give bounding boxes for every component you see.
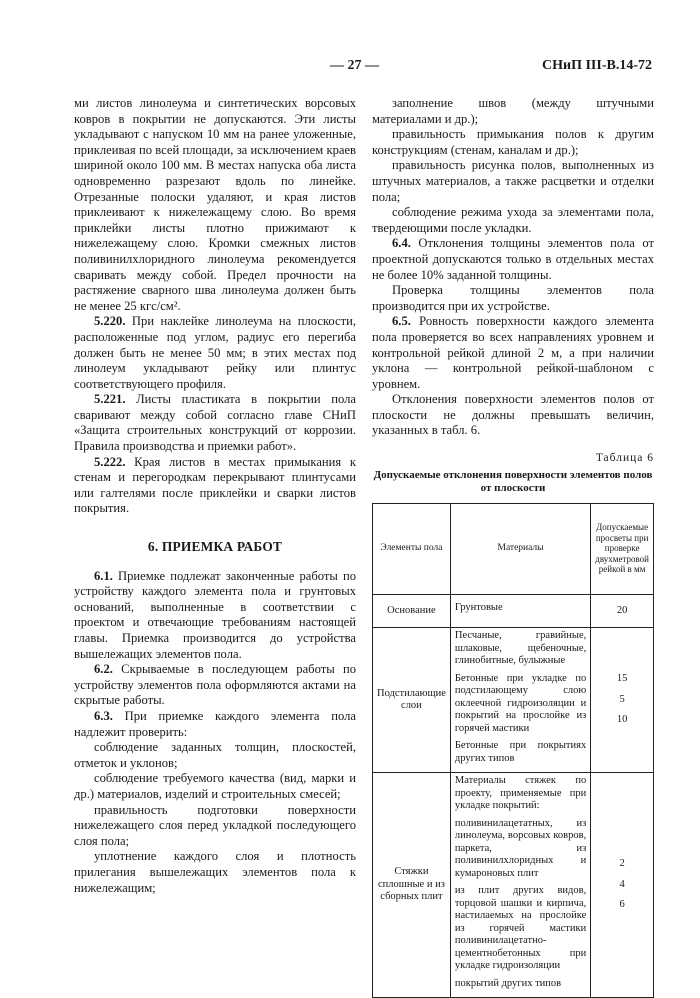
tolerance-value: 6 bbox=[619, 899, 625, 911]
paragraph-text: соблюдение заданных толщин, плоскостей, отметок и уклонов; bbox=[74, 740, 356, 770]
paragraph bbox=[372, 314, 654, 392]
paragraph-text: Края листов в местах примыкания к стенам и перегородкам перекрывают плинтусами или галтелями после приклейки и сварки листов покрытия. bbox=[74, 454, 356, 516]
clause-number: 6.4. bbox=[392, 236, 411, 251]
header-tolerance: Допускаемые просветы при проверке двухметровой рейкой в мм bbox=[591, 503, 654, 594]
tolerance-table bbox=[372, 503, 654, 998]
paragraph bbox=[74, 314, 356, 392]
paragraph bbox=[372, 392, 654, 439]
paragraph-text: Скрываемые в последующем работы по устройству элементов пола оформляются актами на скрытые работы. bbox=[74, 662, 356, 708]
left-column bbox=[74, 96, 356, 896]
paragraph bbox=[74, 455, 356, 517]
element-cell: Подстилающие слои bbox=[373, 628, 451, 773]
paragraph bbox=[74, 392, 356, 454]
table-row bbox=[373, 594, 654, 628]
paragraph-text: Проверка толщины элементов пола производится при их устройстве. bbox=[372, 283, 654, 313]
paragraph-text: Отклонения толщины элементов пола от проектной допускаются только в отдельных местах не более 10% заданной толщины. bbox=[372, 236, 654, 282]
element-cell: Основание bbox=[373, 594, 451, 628]
paragraph bbox=[372, 283, 654, 314]
paragraph-text: Приемке подлежат законченные работы по устройству каждого элемента пола и грунтовых оснований, выполненные в соответствии с проектом и отвечающие требованиям настоящей главы. Приемка производится до устройства вышележащих элементов пола. bbox=[74, 568, 356, 661]
paragraph bbox=[372, 205, 654, 236]
clause-number: 6.1. bbox=[94, 568, 113, 583]
material-entry: Бетонные при покрытиях других типов bbox=[454, 740, 587, 764]
paragraph bbox=[74, 849, 356, 896]
paragraph-text: правильность рисунка полов, выполненных из штучных материалов, а также расцветки и отделки пола; bbox=[372, 158, 654, 204]
paragraph-text: правильность подготовки поверхности нижележащего слоя перед укладкой последующего слоя пола; bbox=[74, 802, 356, 848]
table-caption: Допускаемые отклонения поверхности элементов полов от плоскости bbox=[373, 468, 653, 494]
table-row bbox=[373, 628, 654, 773]
paragraph bbox=[74, 803, 356, 850]
paragraph bbox=[372, 127, 654, 158]
paragraph-text: Отклонения поверхности элементов полов от плоскости не должны превышать величин, указанных в табл. 6. bbox=[372, 392, 654, 438]
element-cell: Стяжки сплошные и из сборных плит bbox=[373, 773, 451, 998]
material-entry: Материалы стяжек по проекту, применяемые при укладке покрытий: bbox=[454, 775, 587, 812]
tolerance-value: 5 bbox=[619, 693, 625, 705]
header-element: Элементы пола bbox=[373, 503, 451, 594]
clause-number: 6.3. bbox=[94, 708, 113, 723]
paragraph-text: При наклейке линолеума на плоскости, расположенные под углом, радиус его перегиба должен быть не менее 50 мм; в этих местах под линолеум укладывают рейку или плинтус соответствующего профиля. bbox=[74, 314, 356, 391]
material-entry: поливинилацетатных, из линолеума, ворсовых ковров, паркета, из поливинилхлоридных и кумароновых плит bbox=[454, 817, 587, 879]
paragraph bbox=[372, 96, 654, 127]
page-number: — 27 — bbox=[330, 58, 379, 73]
tolerance-cell bbox=[591, 594, 654, 628]
table-header-row bbox=[373, 503, 654, 594]
header-materials: Материалы bbox=[450, 503, 590, 594]
tolerance-value: 10 bbox=[616, 714, 628, 726]
materials-cell bbox=[450, 594, 590, 628]
clause-number: 5.220. bbox=[94, 314, 126, 329]
clause-number: 6.2. bbox=[94, 662, 113, 677]
right-column bbox=[372, 96, 654, 998]
material-entry: покрытий других типов bbox=[454, 977, 562, 989]
paragraph-text: соблюдение требуемого качества (вид, марки и др.) материалов, изделий и строительных смесей; bbox=[74, 771, 356, 801]
paragraph bbox=[74, 96, 356, 314]
paragraph-text: правильность примыкания полов к другим конструкциям (стенам, каналам и др.); bbox=[372, 127, 654, 157]
paragraph bbox=[74, 709, 356, 740]
material-entry: Грунтовые bbox=[454, 602, 503, 614]
paragraph-text: Ровность поверхности каждого элемента пола проверяется во всех направлениях уровнем и контрольной рейкой длиной 2 м, а при наличии уклона — контрольной рейкой-шаблоном с уровнем. bbox=[372, 314, 654, 391]
tolerance-value: 15 bbox=[616, 673, 628, 685]
table-row bbox=[373, 773, 654, 998]
paragraph bbox=[74, 662, 356, 709]
material-entry: Бетонные при укладке по подстилающему слою оклеечной гидроизоляции и покрытий на прослойке из горячей мастики bbox=[454, 672, 587, 734]
clause-number: 5.221. bbox=[94, 392, 126, 407]
paragraph-text: ми листов линолеума и синтетических ворсовых ковров в покрытии не допускаются. Эти листы укладывают с напуском 10 мм на ранее уложенные, приклеивая по всей площади, за исключением краев шириной около 100 мм. В местах напуска оба листа одновременно разрезают вдоль по линейке. Отрезанные полоски удаляют, и края листов приклеивают к нижележащему слою. Во время приклейки листы плотно прижимают к нижележащему слою. Кромки смежных листов поливинилхлоридного линолеума рекомендуется сваривать между собой. Предел прочности на растяжение сварного шва линолеума должен быть не менее 25 кгс/см². bbox=[74, 96, 356, 313]
materials-cell bbox=[450, 773, 590, 998]
tolerance-cell bbox=[591, 773, 654, 998]
clause-number: 6.5. bbox=[392, 314, 411, 329]
paragraph bbox=[74, 569, 356, 663]
clause-number: 5.222. bbox=[94, 454, 126, 469]
paragraph-text: уплотнение каждого слоя и плотность прилегания вышележащих элементов пола к нижележащим; bbox=[74, 849, 356, 895]
paragraph bbox=[74, 771, 356, 802]
material-entry: Песчаные, гравийные, шлаковые, щебеночные, глинобитные, булыжные bbox=[454, 630, 587, 667]
tolerance-value: 2 bbox=[619, 858, 625, 870]
page-header bbox=[74, 58, 652, 80]
paragraph-text: заполнение швов (между штучными материалами и др.); bbox=[372, 96, 654, 126]
material-entry: из плит других видов, торцовой шашки и кирпича, настилаемых на прослойке из горячей мастики поливинилацетатно-цементнобетонных при укладке гидроизоляции bbox=[454, 885, 587, 972]
tolerance-value: 20 bbox=[616, 604, 628, 616]
paragraph-text: При приемке каждого элемента пола надлежит проверить: bbox=[74, 708, 356, 739]
paragraph-text: соблюдение режима ухода за элементами пола, твердеющими после укладки. bbox=[372, 205, 654, 235]
document-code: СНиП III-В.14-72 bbox=[542, 58, 652, 73]
table-label: Таблица 6 bbox=[595, 452, 654, 465]
paragraph-text: Листы пластиката в покрытии пола сваривают между собой согласно главе СНиП «Защита строительных конструкций от коррозии. Правила производства и приемки работ». bbox=[74, 392, 356, 454]
materials-cell bbox=[450, 628, 590, 773]
section-heading: 6. ПРИЕМКА РАБОТ bbox=[147, 539, 283, 555]
tolerance-cell bbox=[591, 628, 654, 773]
paragraph bbox=[372, 236, 654, 283]
paragraph bbox=[74, 740, 356, 771]
paragraph bbox=[372, 158, 654, 205]
tolerance-value: 4 bbox=[619, 878, 625, 890]
